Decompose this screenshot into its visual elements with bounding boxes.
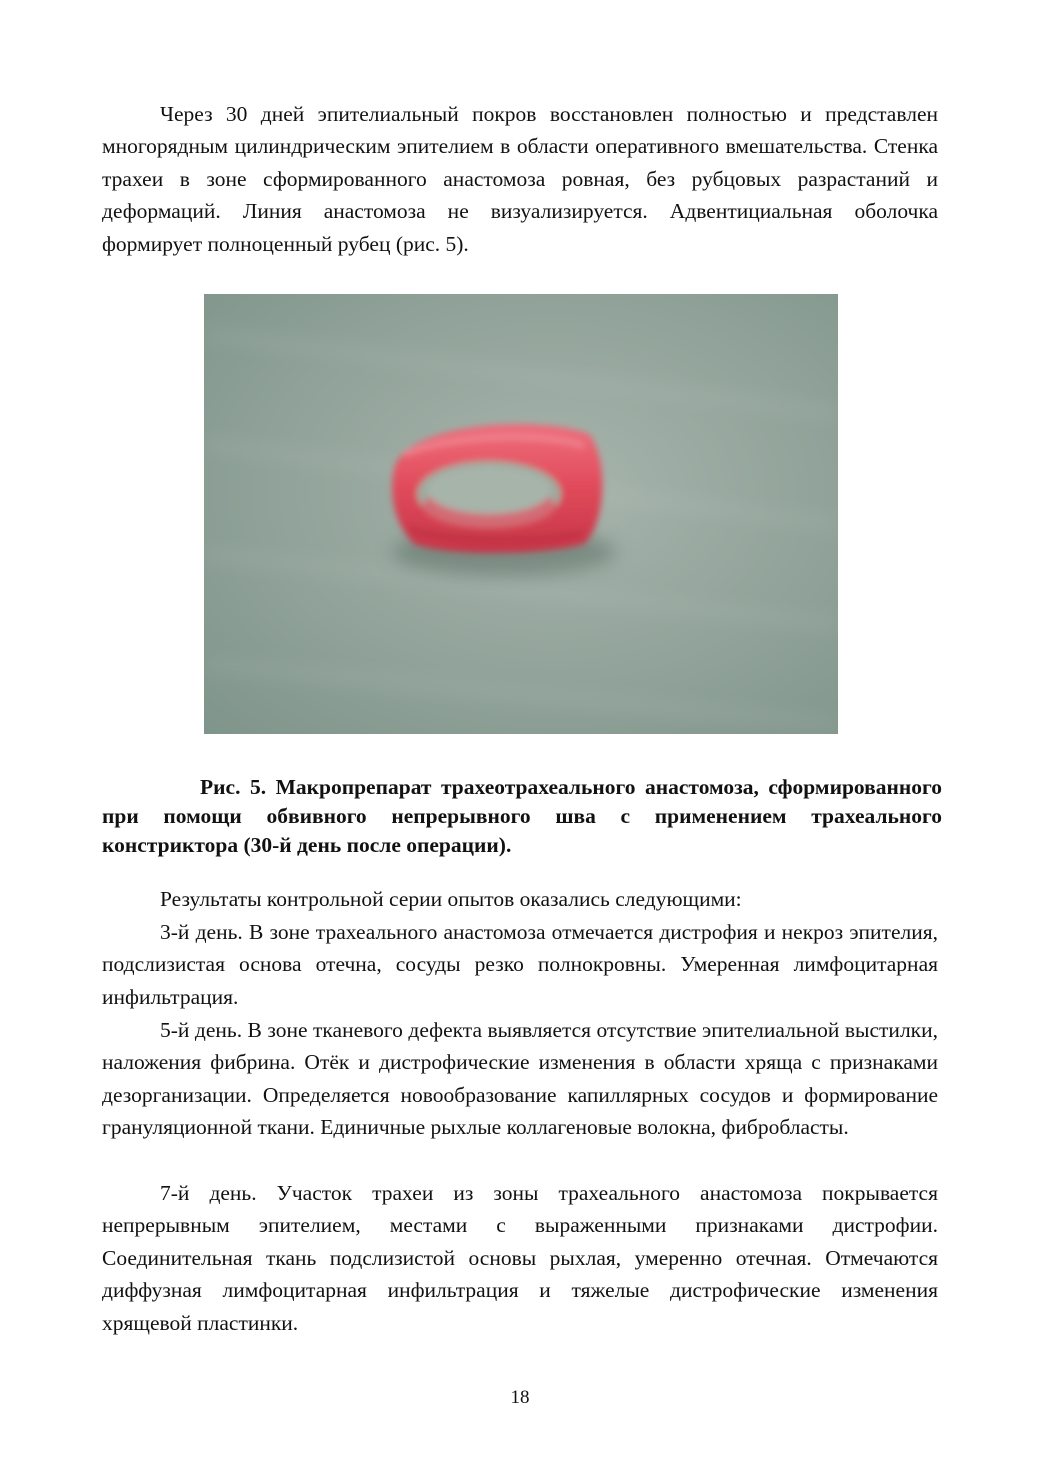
page-number: 18	[510, 1387, 530, 1408]
figure-caption: Рис. 5. Макропрепарат трахеотрахеального анастомоза, сформированного при помощи обвивного непрерывного шва с применением трахеального констриктора (30-й день после операции).	[102, 775, 942, 857]
trachea-specimen-photo	[204, 294, 838, 734]
paragraph-day-5: 5-й день. В зоне тканевого дефекта выявляется отсутствие эпителиальной выстилки, наложения фибрина. Отёк и дистрофические изменения в области хряща с признаками дезорганизации. Определяется новообразование капиллярных сосудов и формирование грануляционной ткани. Единичные рыхлые коллагеновые волокна, фибробласты.	[102, 1018, 938, 1140]
paragraph-results-intro: Результаты контрольной серии опытов оказались следующими:	[160, 887, 742, 911]
paragraph-intro: Через 30 дней эпителиальный покров восстановлен полностью и представлен многорядным цилиндрическим эпителием в области оперативного вмешательства. Стенка трахеи в зоне сформированного анастомоза ровная, без рубцовых разрастаний и деформаций. Линия анастомоза не визуализируется. Адвентициальная оболочка формирует полноценный рубец (рис. 5).	[102, 102, 938, 256]
paragraph-day-7: 7-й день. Участок трахеи из зоны трахеального анастомоза покрывается непрерывным эпителием, местами с выраженными признаками дистрофии. Соединительная ткань подслизистой основы рыхлая, умеренно отечная. Отмечаются диффузная лимфоцитарная инфильтрация и тяжелые дистрофические изменения хрящевой пластинки.	[102, 1181, 938, 1335]
figure-photo	[204, 294, 838, 734]
paragraph-day-3: 3-й день. В зоне трахеального анастомоза отмечается дистрофия и некроз эпителия, подслизистая основа отечна, сосуды резко полнокровны. Умеренная лимфоцитарная инфильтрация.	[102, 920, 938, 1009]
